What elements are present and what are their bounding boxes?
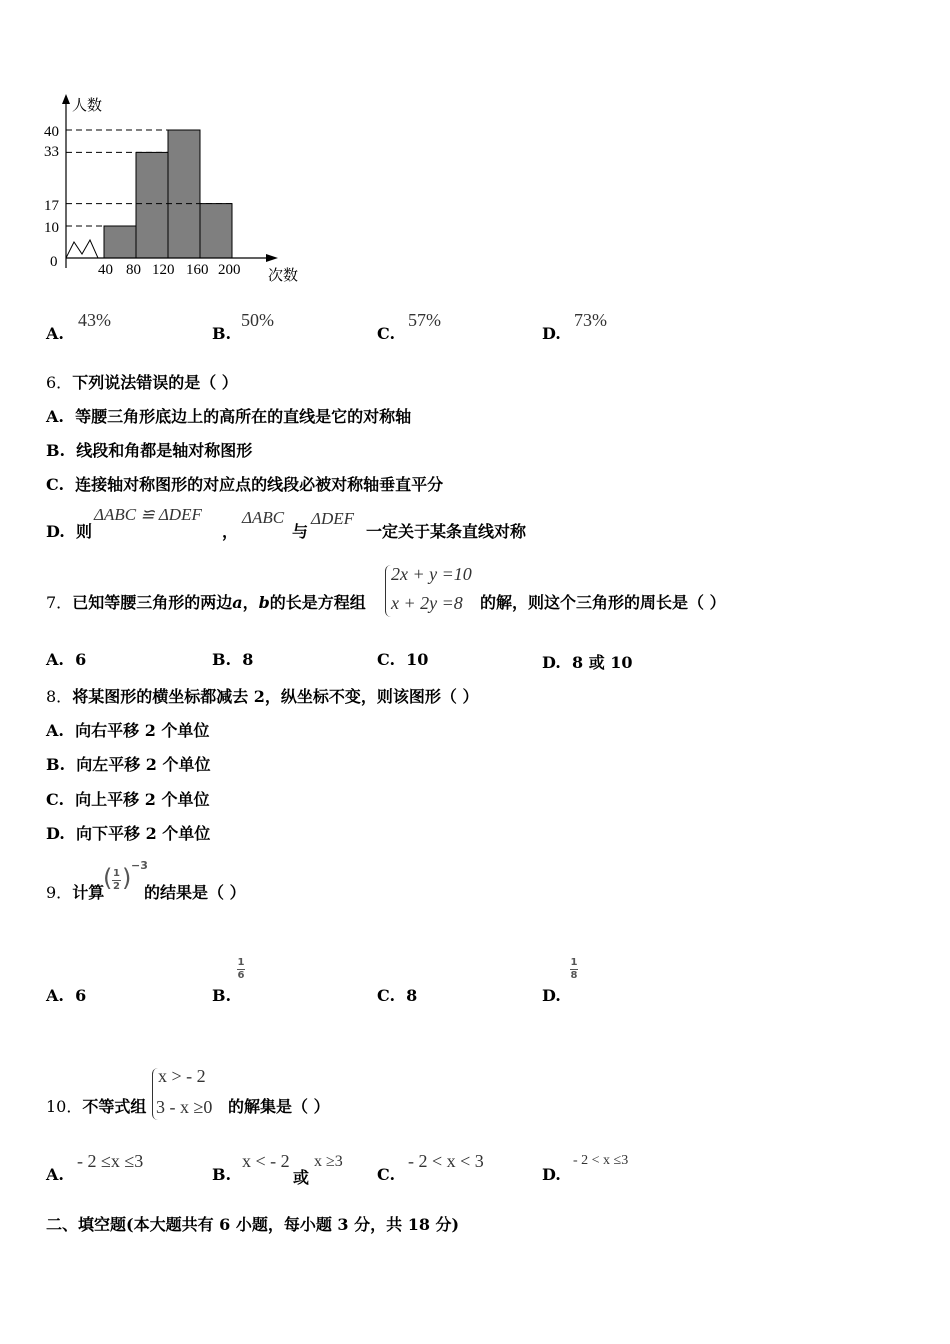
- equation-1: 2x + y =10: [391, 564, 472, 584]
- x-tick-label: 80: [126, 262, 141, 278]
- axis-break: [66, 240, 98, 258]
- question-7-option-c: C. 10: [377, 650, 429, 669]
- question-10-stem-start: 10．不等式组: [46, 1097, 147, 1116]
- question-8-option-b: B. 向左平移 2 个单位: [46, 755, 211, 774]
- math-triangle-def: ΔDEF: [311, 509, 355, 528]
- histogram-bar: [200, 204, 232, 258]
- y-tick-label: 40: [44, 124, 59, 140]
- question-7-option-d: D. 8 或 10: [542, 653, 633, 672]
- question-7-option-a: A. 6: [46, 650, 87, 669]
- exponent: −3: [131, 859, 148, 872]
- x-tick-label: 160: [186, 262, 209, 278]
- comma: ，: [222, 522, 239, 541]
- option-value: 50%: [241, 310, 274, 330]
- question-6-option-d: D. 则: [46, 522, 93, 541]
- y-axis-arrow: [62, 94, 70, 104]
- question-9-stem-start: 9．计算: [46, 883, 105, 902]
- option-value: 43%: [78, 310, 111, 330]
- y-tick-label: 17: [44, 198, 59, 214]
- option-label: C.: [377, 324, 396, 343]
- option-label: A.: [46, 324, 64, 343]
- question-10-option-b-value-2: x ≥3: [314, 1153, 343, 1170]
- question-9-option-a: A. 6: [46, 986, 87, 1005]
- option-label: B.: [212, 324, 232, 343]
- histogram-chart: [40, 92, 320, 292]
- x-tick-label: 40: [98, 262, 113, 278]
- origin-label: 0: [50, 254, 58, 270]
- question-10-option-d-value: - 2 < x ≤3: [573, 1153, 629, 1168]
- section-2-heading: 二、填空题(本大题共有 6 小题，每小题 3 分，共 18 分): [46, 1215, 460, 1234]
- question-10-option-a-label: A.: [46, 1165, 64, 1184]
- question-9-option-b-label: B.: [212, 986, 232, 1005]
- y-axis-label: 人数: [72, 98, 103, 114]
- histogram-bar: [136, 152, 168, 258]
- question-8-option-a: A. 向右平移 2 个单位: [46, 721, 210, 740]
- math-triangle-abc: ΔABC: [242, 508, 285, 527]
- fraction-one-sixth: 1 6: [237, 957, 245, 981]
- question-10-stem-end: 的解集是（ ）: [228, 1097, 330, 1116]
- fraction-numerator: 1: [113, 868, 120, 879]
- question-10-option-b-or: 或: [293, 1168, 310, 1187]
- question-10-option-c-label: C.: [377, 1165, 396, 1184]
- option-value: 57%: [408, 310, 441, 330]
- question-8-option-d: D. 向下平移 2 个单位: [46, 824, 211, 843]
- equation-2: x + 2y =8: [391, 593, 463, 613]
- option-d-tail: 一定关于某条直线对称: [366, 522, 527, 541]
- question-10-option-c-value: - 2 < x < 3: [408, 1151, 484, 1171]
- question-6-option-b: B. 线段和角都是轴对称图形: [46, 441, 253, 460]
- x-axis-label: 次数: [268, 268, 299, 284]
- question-7-stem-start: 7．已知等腰三角形的两边a，b的长是方程组: [46, 593, 366, 612]
- question-9-option-c: C. 8: [377, 986, 418, 1005]
- question-10-option-a-value: - 2 ≤x ≤3: [77, 1151, 144, 1171]
- inequality-1: x > - 2: [158, 1066, 206, 1086]
- y-tick-label: 10: [44, 220, 59, 236]
- fraction-one-eighth: 1 8: [570, 957, 578, 981]
- question-6-stem: 6．下列说法错误的是（ ）: [46, 373, 238, 392]
- histogram-bar: [168, 130, 200, 258]
- conjunction: 与: [292, 522, 309, 541]
- inequality-2: 3 - x ≥0: [156, 1097, 213, 1117]
- question-6-option-a: A. 等腰三角形底边上的高所在的直线是它的对称轴: [46, 407, 412, 426]
- fraction-denominator: 2: [113, 881, 120, 892]
- x-tick-label: 120: [152, 262, 175, 278]
- question-8-option-c: C. 向上平移 2 个单位: [46, 790, 210, 809]
- x-tick-label: 200: [218, 262, 241, 278]
- histogram-bar: [104, 226, 136, 258]
- option-label: D.: [542, 324, 561, 343]
- question-10-option-b-label: B.: [212, 1165, 232, 1184]
- question-6-option-c: C. 连接轴对称图形的对应点的线段必被对称轴垂直平分: [46, 475, 444, 494]
- math-congruence: ΔABC ≌ ΔDEF: [94, 505, 202, 524]
- question-7-option-b: B. 8: [212, 650, 254, 669]
- question-7-stem-end: 的解，则这个三角形的周长是（ ）: [480, 593, 726, 612]
- x-axis-arrow: [266, 254, 278, 262]
- question-10-option-d-label: D.: [542, 1165, 561, 1184]
- option-value: 73%: [574, 310, 607, 330]
- question-10-option-b-value-1: x < - 2: [242, 1151, 290, 1171]
- y-tick-label: 33: [44, 144, 59, 160]
- question-8-stem: 8．将某图形的横坐标都减去 2，纵坐标不变，则该图形（ ）: [46, 687, 479, 706]
- question-9-stem-end: 的结果是（ ）: [144, 883, 246, 902]
- question-9-option-d-label: D.: [542, 986, 561, 1005]
